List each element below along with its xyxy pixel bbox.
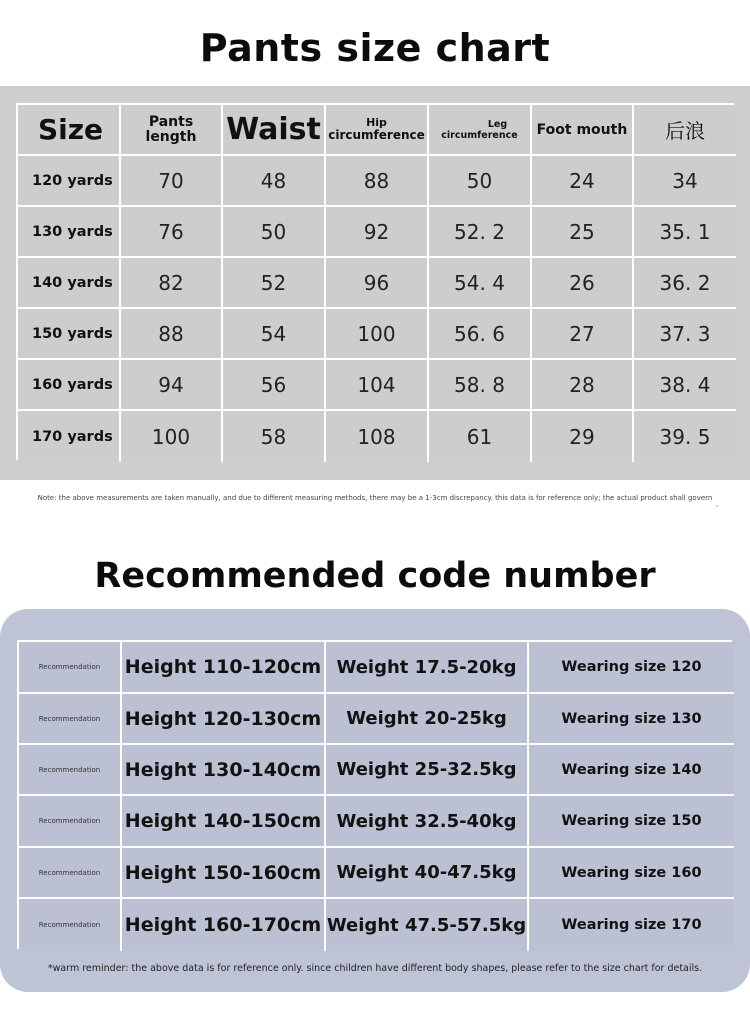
weight-range: Weight 47.5-57.5kg <box>326 899 529 951</box>
weight-range: Weight 17.5-20kg <box>326 642 529 694</box>
size-chart-table <box>16 103 734 460</box>
height-range: Height 140-150cm <box>122 796 326 848</box>
recommendation-label: Recommendation <box>19 848 122 899</box>
warm-reminder: *warm reminder: the above data is for reference only. since children have different body shapes, please refer to the size chart for details. <box>47 963 703 974</box>
size-label: 120 yards <box>18 156 121 207</box>
weight-range: Weight 32.5-40kg <box>326 796 529 848</box>
pants-length-value: 88 <box>121 309 223 360</box>
header-hip-line2: circumference <box>328 128 425 142</box>
recommendation-label: Recommendation <box>19 796 122 848</box>
leg-value: 61 <box>429 411 532 462</box>
pants-length-value: 70 <box>121 156 223 207</box>
waist-value: 52 <box>223 258 326 309</box>
measurement-note: Note: the above measurements are taken manually, and due to different measuring methods, there may be a 1-3cm discrepancy. this data is for reference only; the actual product shall govern <box>37 494 713 502</box>
back-rise-value: 39. 5 <box>634 411 736 462</box>
leg-value: 52. 2 <box>429 207 532 258</box>
height-range: Height 110-120cm <box>122 642 326 694</box>
waist-value: 56 <box>223 360 326 411</box>
height-range: Height 130-140cm <box>122 745 326 796</box>
back-rise-value: 35. 1 <box>634 207 736 258</box>
height-range: Height 160-170cm <box>122 899 326 951</box>
hip-value: 92 <box>326 207 429 258</box>
pants-length-value: 100 <box>121 411 223 462</box>
size-label: 170 yards <box>18 411 121 462</box>
waist-value: 50 <box>223 207 326 258</box>
waist-value: 48 <box>223 156 326 207</box>
weight-range: Weight 20-25kg <box>326 694 529 745</box>
recommendation-label: Recommendation <box>19 745 122 796</box>
header-hip <box>326 105 429 156</box>
header-hip-line1: Hip <box>366 116 387 129</box>
wearing-size: Wearing size 130 <box>529 694 734 745</box>
header-leg-line2: circumference <box>441 129 518 141</box>
waist-value: 54 <box>223 309 326 360</box>
waist-value: 58 <box>223 411 326 462</box>
foot-mouth-value: 29 <box>532 411 634 462</box>
foot-mouth-value: 26 <box>532 258 634 309</box>
recommendation-table <box>17 640 732 949</box>
recommendation-label: Recommendation <box>19 899 122 951</box>
wearing-size: Wearing size 170 <box>529 899 734 951</box>
header-pants-length-line2: length <box>145 128 197 145</box>
header-pants-length-line1: Pants <box>148 113 194 130</box>
hip-value: 104 <box>326 360 429 411</box>
header-waist: Waist <box>223 105 326 156</box>
header-leg-line1: Leg <box>487 118 508 130</box>
weight-range: Weight 40-47.5kg <box>326 848 529 899</box>
height-range: Height 120-130cm <box>122 694 326 745</box>
header-pants-length <box>121 105 223 156</box>
weight-range: Weight 25-32.5kg <box>326 745 529 796</box>
recommendation-label: Recommendation <box>19 642 122 694</box>
recommendation-label: Recommendation <box>19 694 122 745</box>
hip-value: 108 <box>326 411 429 462</box>
leg-value: 54. 4 <box>429 258 532 309</box>
wearing-size: Wearing size 150 <box>529 796 734 848</box>
note-mark: , <box>716 500 719 508</box>
size-label: 160 yards <box>18 360 121 411</box>
leg-value: 56. 6 <box>429 309 532 360</box>
foot-mouth-value: 25 <box>532 207 634 258</box>
foot-mouth-value: 24 <box>532 156 634 207</box>
recommendation-title: Recommended code number <box>94 556 656 596</box>
header-back-rise: 后浪 <box>634 105 736 156</box>
wearing-size: Wearing size 160 <box>529 848 734 899</box>
foot-mouth-value: 28 <box>532 360 634 411</box>
back-rise-value: 37. 3 <box>634 309 736 360</box>
wearing-size: Wearing size 140 <box>529 745 734 796</box>
back-rise-value: 36. 2 <box>634 258 736 309</box>
pants-length-value: 82 <box>121 258 223 309</box>
size-label: 150 yards <box>18 309 121 360</box>
pants-length-value: 94 <box>121 360 223 411</box>
pants-length-value: 76 <box>121 207 223 258</box>
size-chart-title: Pants size chart <box>199 26 551 70</box>
size-label: 140 yards <box>18 258 121 309</box>
hip-value: 88 <box>326 156 429 207</box>
header-size: Size <box>18 105 121 156</box>
header-leg <box>429 105 532 156</box>
back-rise-value: 38. 4 <box>634 360 736 411</box>
hip-value: 100 <box>326 309 429 360</box>
back-rise-value: 34 <box>634 156 736 207</box>
wearing-size: Wearing size 120 <box>529 642 734 694</box>
leg-value: 58. 8 <box>429 360 532 411</box>
hip-value: 96 <box>326 258 429 309</box>
size-label: 130 yards <box>18 207 121 258</box>
foot-mouth-value: 27 <box>532 309 634 360</box>
height-range: Height 150-160cm <box>122 848 326 899</box>
header-foot-mouth: Foot mouth <box>532 105 634 156</box>
leg-value: 50 <box>429 156 532 207</box>
